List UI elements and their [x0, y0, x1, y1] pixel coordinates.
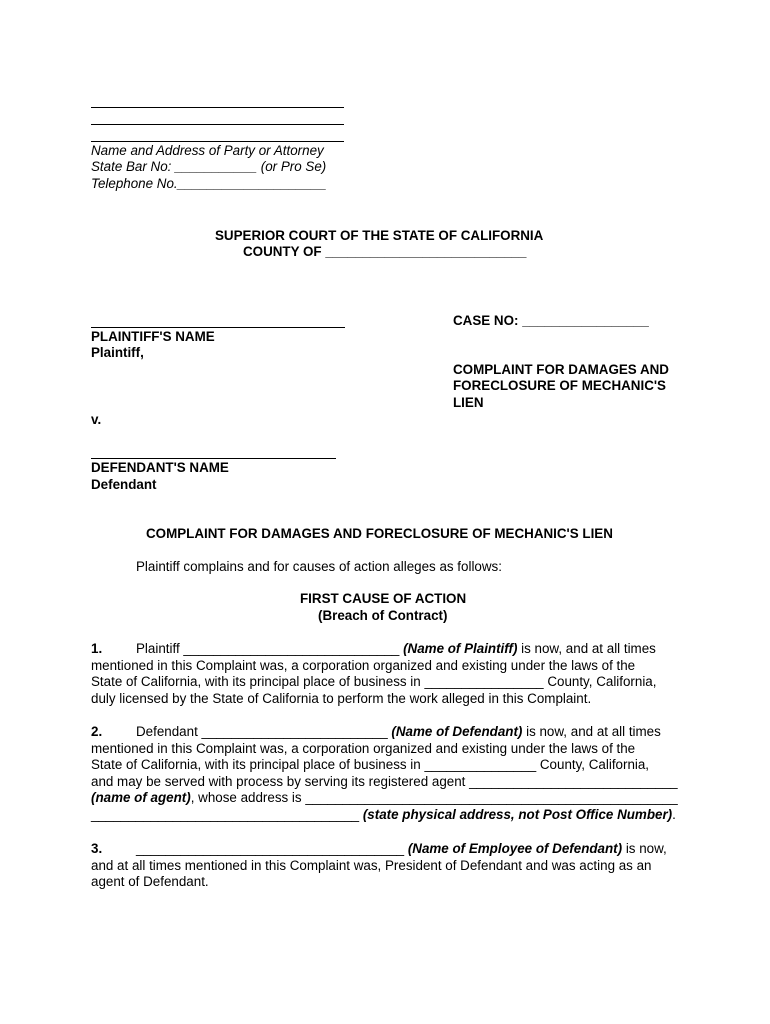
agent-blank-text[interactable]: and may be served with process by serving its registered agent ____________________________: [91, 773, 678, 789]
cause-title: FIRST CAUSE OF ACTION: [300, 591, 467, 606]
paragraph-text: is now,: [622, 841, 667, 856]
paragraph-text: and at all times mentioned in this Complaint was, President of Defendant and was acting as an: [91, 857, 652, 873]
plaintiff-role: Plaintiff,: [91, 345, 144, 360]
paragraph-number: 2.: [91, 724, 103, 739]
county-blank-text[interactable]: State of California, with its principal place of business in ________________ County, California,: [91, 674, 657, 690]
address-field[interactable]: , whose address is __________________________________________________: [190, 790, 678, 806]
address-field-continued[interactable]: ____________________________________: [91, 806, 363, 822]
document-type-line-3: LIEN: [453, 395, 484, 410]
field-hint: (Name of Employee of Defendant): [407, 841, 623, 856]
party-blank-line-1[interactable]: [91, 107, 344, 108]
party-blank-line-2[interactable]: [91, 124, 344, 125]
state-bar-field[interactable]: State Bar No: ___________ (or Pro Se): [91, 159, 327, 174]
plaintiff-name-line[interactable]: [91, 327, 345, 328]
paragraph-2: [91, 724, 679, 824]
complaint-title: COMPLAINT FOR DAMAGES AND FORECLOSURE OF MECHANIC'S LIEN: [146, 526, 613, 541]
field-hint: (Name of Plaintiff): [403, 641, 518, 656]
paragraph-text: is now, and at all times: [517, 641, 656, 656]
paragraph-number: 1.: [91, 641, 103, 656]
paragraph-text: duly licensed by the State of California to perform the work alleged in this Complaint.: [91, 690, 592, 706]
county-blank-text[interactable]: State of California, with its principal place of business in _______________ County, California,: [91, 757, 650, 773]
cause-subtitle: (Breach of Contract): [318, 608, 448, 623]
document-type-line-1: COMPLAINT FOR DAMAGES AND: [453, 362, 669, 377]
paragraph-number: 3.: [91, 841, 103, 856]
court-name: SUPERIOR COURT OF THE STATE OF CALIFORNIA: [215, 228, 544, 243]
paragraph-text: mentioned in this Complaint was, a corporation organized and existing under the laws of the: [91, 657, 636, 673]
plaintiff-field[interactable]: Plaintiff _____________________________: [136, 641, 404, 656]
telephone-field[interactable]: Telephone No.____________________: [91, 176, 327, 191]
defendant-name: DEFENDANT'S NAME: [91, 460, 229, 475]
employee-field[interactable]: ____________________________________: [136, 841, 408, 856]
paragraph-text: mentioned in this Complaint was, a corporation organized and existing under the laws of the: [91, 740, 636, 756]
intro-text: Plaintiff complains and for causes of action alleges as follows:: [136, 559, 502, 574]
field-hint: (name of agent): [91, 790, 191, 806]
plaintiff-name: PLAINTIFF'S NAME: [91, 329, 215, 344]
party-blank-line-3[interactable]: [91, 141, 344, 142]
defendant-name-line[interactable]: [91, 458, 336, 459]
field-hint: (state physical address, not Post Office Number): [362, 806, 673, 822]
document-type-line-2: FORECLOSURE OF MECHANIC'S: [453, 378, 666, 393]
paragraph-1: [91, 641, 679, 707]
versus: v.: [91, 412, 102, 427]
defendant-field[interactable]: Defendant _________________________: [136, 724, 392, 739]
party-label: Name and Address of Party or Attorney: [91, 143, 324, 158]
defendant-role: Defendant: [91, 477, 157, 492]
case-number-field[interactable]: CASE NO: _________________: [453, 313, 649, 328]
field-hint: (Name of Defendant): [391, 724, 523, 739]
county-field[interactable]: COUNTY OF ___________________________: [243, 244, 527, 259]
paragraph-text: agent of Defendant.: [91, 874, 209, 890]
paragraph-3: [91, 841, 679, 891]
paragraph-text: .: [672, 806, 676, 822]
paragraph-text: is now, and at all times: [522, 724, 661, 739]
